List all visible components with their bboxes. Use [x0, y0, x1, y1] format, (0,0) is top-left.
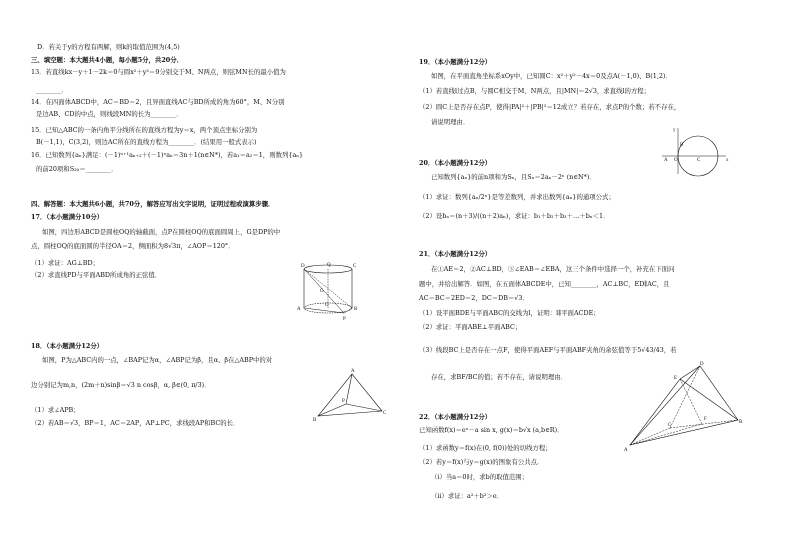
q19-part-1: （1）若直线l过点B，与圆C相交于M、N两点，且|MN|＝2√3，求直线l的方程； — [419, 87, 651, 95]
label-p: P — [342, 399, 345, 404]
q22-stem: 已知函数f(x)＝eˣ－a sin x, g(x)＝b√x (a,b∈R)． — [419, 426, 564, 434]
label-o: O — [674, 158, 678, 163]
label-a: A — [297, 307, 301, 312]
q17-stem-1: 如图，四边形ABCD是圆柱OQ的轴截面，点P在圆柱OQ的底面圆周上，G是DP的中 — [42, 228, 281, 236]
q18-part-2: （2）若AB＝√3，BP＝1，AC＝2AP，AP⊥PC，求线段AP和BC的长． — [31, 419, 240, 427]
label-p: P — [343, 317, 346, 322]
q15-text-2: B(－1,1)，C(3,2)，则边AC所在的直线方程为________．(结果用一般式表示) — [36, 138, 257, 146]
q14-text: 14．在四面体ABCD中，AC＝BD＝2，且异面直线AC与BD所成的角为60°，M、N分别 — [31, 98, 285, 106]
q22-part-2: （2）若y＝f(x)与y＝g(x)的图象有公共点． — [419, 458, 544, 466]
q15-text: 15．已知△ABC的一条内角平分线所在的直线方程为y＝x，两个顶点坐标分别为 — [31, 126, 258, 134]
q21-part-3: （3）线段BC上是否存在一点F，使得平面AEF与平面ABF夹角的余弦值等于5√43/43，若 — [419, 346, 677, 354]
q22-part-2-i: （i）当a＝0时，求b的取值范围； — [431, 473, 529, 481]
q13-text: 13．若直线kx－y＋1－2k＝0与圆x²＋y²＝9分别交于M、N两点，则弦MN长的最小值为 — [31, 68, 286, 76]
q17-part-1: （1）求证：AG⊥BD； — [31, 259, 99, 267]
label-f: F — [704, 417, 707, 422]
q19-stem: 如图，在平面直角坐标系xOy中，已知圆C：x²＋y²－4x＝0及点A(－1,0)、B(1,2)． — [431, 72, 672, 80]
q17-cylinder-figure — [297, 262, 360, 324]
q18-stem-1: 如图，P为△ABC内的一点，∠BAP记为α，∠ABP记为β，且α、β在△ABP中的对 — [42, 356, 273, 364]
q22-heading: 22．（本小题满分12分） — [419, 413, 492, 421]
q22-part-2-ii: （ii）求证：a²＋b²＞e． — [431, 492, 504, 500]
q21-part-2: （2）求证：平面ABE⊥平面ABC； — [419, 323, 522, 331]
q21-pentahedron-figure — [626, 362, 744, 452]
q19-part-2b: 请说明理由． — [431, 118, 470, 126]
q20-part-2: （2）设bₙ＝(n＋3)/((n＋2)aₙ)，求证：b₁＋b₂＋b₃＋…＋bₙ＜1． — [419, 212, 610, 220]
label-g: G — [320, 289, 324, 294]
q21-heading: 21．（本小题满分12分） — [419, 250, 492, 258]
label-b: B — [739, 420, 743, 425]
q12-option-d: D．若关于y的方程有两解，则k的取值范围为(4,5) — [37, 43, 180, 51]
q22-part-1: （1）求函数y＝f(x)在(0, f(0))处的切线方程； — [419, 444, 552, 452]
q17-heading: 17．（本小题满分10分） — [31, 213, 104, 221]
q21-stem-1: 在①AE＝2，②AC⊥BD，③∠EAB＝∠EBA，这三个条件中选择一个，补充在下面问 — [431, 265, 675, 273]
q20-stem: 已知数列{aₙ}的前n项和为Sₙ，且Sₙ＝2aₙ－2ⁿ (n∈N*)． — [431, 173, 596, 181]
q16-text-2: 的前20项和S₂₀＝________． — [36, 165, 118, 173]
section-4-title: 四、解答题：本大题共6小题，共70分，解答应写出文字说明，证明过程或演算步骤． — [31, 200, 275, 208]
q21-stem-2: 题中，并给出解答．如图，在五面体ABCDE中，已知________，AC⊥BC，ED∥AC，且 — [419, 280, 670, 288]
label-a: A — [664, 158, 668, 163]
q17-stem-2: 点，圆柱OQ的底面圆的半径OA＝2，侧面积为8√3π，∠AOP＝120°． — [31, 242, 235, 250]
label-o: O — [325, 303, 329, 308]
label-d: D — [301, 264, 305, 269]
label-x: x — [726, 158, 729, 163]
q14-text-2: 是边AB、CD的中点，则线段MN的长为________． — [36, 110, 183, 118]
label-c: C — [353, 264, 357, 269]
label-c: C — [383, 411, 387, 416]
q21-stem-3: AC＝BC＝2ED＝2，DC＝DB＝√3． — [419, 294, 529, 302]
label-e: E — [674, 376, 678, 381]
label-b: B — [313, 418, 317, 423]
label-b: B — [680, 143, 684, 148]
q18-part-1: （1）求∠APB； — [31, 406, 80, 414]
q20-part-1: （1）求证：数列{aₙ/2ⁿ}是等差数列，并求出数列{aₙ}的通项公式； — [419, 193, 615, 201]
q18-stem-2: 边分别记为m,n，(2m＋n)sinβ＝√3 n cosβ，α, β∈(0, π/3)． — [31, 381, 211, 389]
label-a: A — [351, 369, 355, 374]
q20-heading: 20．（本小题满分12分） — [419, 159, 492, 167]
q13-blank: ________． — [36, 86, 68, 94]
q21-part-3b: 存在，求BF/BC的值；若不存在，请说明理由． — [431, 373, 568, 381]
q19-part-2: （2）圆C上是否存在点P，使得|PA|²＋|PB|²＝12成立？若存在，求点P的个数；若不存在， — [419, 103, 681, 111]
q18-triangle-figure — [313, 368, 388, 428]
label-q: Q — [327, 263, 331, 268]
q17-part-2: （2）求直线PD与平面ABD所成角的正弦值． — [31, 271, 162, 279]
label-c: C — [697, 158, 701, 163]
section-3-title: 三、填空题：本大题共4小题，每小题5分，共20分． — [31, 56, 183, 64]
q18-heading: 18．（本小题满分12分） — [31, 342, 104, 350]
q16-text: 16．已知数列{aₙ}满足：(－1)ⁿ⁺¹aₙ₊₂＋(－1)ⁿaₙ＝3n＋1(n∈N*)，若a₁＝a₂＝1，则数列{aₙ} — [31, 151, 304, 159]
q19-circle-figure — [660, 126, 730, 178]
label-b: B — [354, 307, 358, 312]
label-c: C — [668, 423, 672, 428]
label-a: A — [624, 448, 628, 453]
label-y: y — [673, 128, 676, 133]
label-d: D — [700, 362, 704, 367]
q21-part-1: （1）设平面BDE与平面ABC的交线为l，证明：l∥平面ACDE； — [419, 309, 600, 317]
q19-heading: 19．（本小题满分12分） — [419, 58, 492, 66]
